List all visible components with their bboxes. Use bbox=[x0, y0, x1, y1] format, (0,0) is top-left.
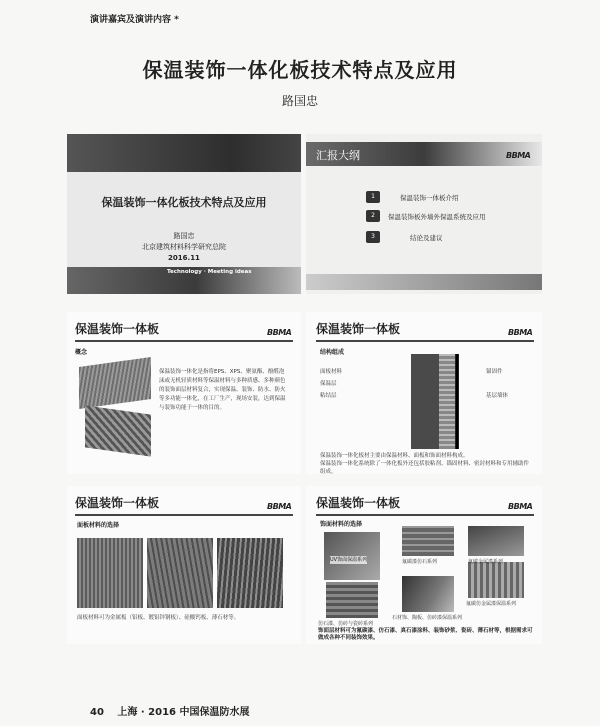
slide-structure-rule bbox=[316, 340, 534, 342]
structure-diagram bbox=[356, 354, 509, 449]
slide-concept-subheader: 概念 bbox=[75, 349, 88, 356]
slide-title-footer-bar bbox=[67, 267, 301, 294]
structure-anchor bbox=[456, 354, 458, 449]
slide-title bbox=[67, 134, 301, 294]
concept-board-photo-2 bbox=[85, 405, 151, 456]
slide-concept bbox=[67, 312, 301, 474]
structure-label-2: 保温层 bbox=[320, 381, 337, 387]
slide-panels-subheader: 面板材料的选择 bbox=[77, 522, 120, 529]
finish-label-2: 氟碳漆仿石系列 bbox=[402, 559, 438, 565]
structure-label-5: 基层墙体 bbox=[486, 393, 509, 399]
slide-finishes-subheader: 饰面材料的选择 bbox=[320, 521, 363, 528]
page-number: 40 bbox=[90, 707, 104, 718]
outline-label-3: 结论及建议 bbox=[410, 234, 443, 242]
slide-concept-header: 保温装饰一体板 bbox=[75, 322, 160, 336]
panel-photo-metal bbox=[77, 538, 143, 608]
slide-panels bbox=[67, 486, 301, 644]
slide-structure-logo: BBMA bbox=[508, 328, 533, 337]
slide-finishes-logo: BBMA bbox=[508, 502, 533, 511]
outline-num-3: 3 bbox=[366, 231, 380, 243]
slide-structure-subheader: 结构组成 bbox=[320, 349, 345, 356]
slide-structure-caption-2: 保温装饰一体化系统除了一体化板外还包括胶粘剂、锚固材料、密封材料和专用辅助件组成。 bbox=[320, 461, 530, 474]
slide-outline-header: 汇报大纲 bbox=[316, 149, 360, 162]
slide-outline bbox=[306, 134, 542, 294]
slide-panels-header: 保温装饰一体板 bbox=[75, 496, 160, 510]
slide-structure-header: 保温装饰一体板 bbox=[316, 322, 401, 336]
slide-concept-logo: BBMA bbox=[267, 328, 292, 337]
outline-num-1: 1 bbox=[366, 191, 380, 203]
finish-label-3: 氟碳金属漆系列 bbox=[468, 559, 504, 565]
slide-panels-logo: BBMA bbox=[267, 502, 292, 511]
outline-item-3 bbox=[366, 231, 516, 245]
slide-title-tagline: Technology · Meeting ideas bbox=[167, 269, 252, 275]
finish-label-5: 石材饰、陶板、仿砖漆保温系列 bbox=[392, 615, 463, 621]
slide-panels-rule bbox=[75, 514, 293, 516]
outline-label-1: 保温装饰一体板介绍 bbox=[400, 194, 459, 202]
panel-photo-stone bbox=[217, 538, 283, 608]
outline-item-1 bbox=[366, 191, 516, 205]
structure-label-1: 面板材料 bbox=[320, 369, 343, 375]
outline-item-2 bbox=[366, 210, 542, 224]
finish-photo-brick bbox=[326, 582, 378, 618]
slide-title-text: 保温装饰一体化板技术特点及应用 bbox=[101, 196, 267, 209]
slide-outline-logo: BBMA bbox=[506, 151, 531, 160]
structure-label-3: 粘结层 bbox=[320, 393, 337, 399]
slide-finishes-header: 保温装饰一体板 bbox=[316, 496, 401, 510]
article-author: 路国忠 bbox=[281, 94, 318, 108]
structure-label-4: 锚固件 bbox=[486, 369, 503, 375]
slide-finishes-caption: 饰面层材料可为氟碳漆、仿石漆、真石漆涂料、装饰砂浆、瓷砖、薄石材等，根据需求可做成各种不同装饰效果。 bbox=[318, 628, 533, 641]
slide-outline-header-bar bbox=[306, 142, 542, 166]
slide-title-date: 2016.11 bbox=[168, 254, 200, 262]
outline-label-2: 保温装饰板外墙外保温系统及应用 bbox=[388, 213, 486, 221]
finish-label-4: 仿石漆、仿砖与瓷砖系列 bbox=[318, 621, 374, 627]
structure-insulation-layer bbox=[439, 354, 455, 449]
finish-photo-stone bbox=[402, 526, 454, 556]
finish-label-6: 氟碳仿金属漆保温系列 bbox=[466, 601, 517, 607]
page-footer bbox=[90, 703, 249, 718]
slide-structure bbox=[306, 312, 542, 474]
slide-concept-rule bbox=[75, 340, 293, 342]
slide-title-author: 路国忠 bbox=[173, 232, 195, 240]
finish-photo-building bbox=[468, 562, 524, 598]
slide-outline-bottom-bar bbox=[306, 274, 542, 290]
finish-photo-ceramic bbox=[402, 576, 454, 612]
slide-finishes-rule bbox=[316, 514, 534, 516]
panel-photo-steel bbox=[147, 538, 213, 608]
finish-label-1: UV饰面保温系列 bbox=[330, 557, 368, 563]
slide-structure-caption-1: 保温装饰一体化板材主要由保温材料、面板和饰面材料构成。 bbox=[320, 453, 469, 459]
finish-photo-metal bbox=[468, 526, 524, 556]
slide-title-org: 北京建筑材料科学研究总院 bbox=[142, 243, 226, 251]
slide-panels-caption: 面板材料可为金属板（铝板、镀铝锌钢板）、硅酸钙板、薄石材等。 bbox=[77, 615, 240, 621]
section-label: 演讲嘉宾及演讲内容 * bbox=[90, 15, 179, 25]
footer-text: 上海 · 2016 中国保温防水展 bbox=[117, 707, 250, 718]
article-title: 保温装饰一体化板技术特点及应用 bbox=[142, 58, 458, 82]
slide-finishes bbox=[306, 486, 542, 644]
concept-board-photo bbox=[79, 357, 151, 409]
structure-wall-layer bbox=[411, 354, 439, 449]
outline-num-2: 2 bbox=[366, 210, 380, 222]
slide-concept-text: 保温装饰一体化是指将EPS、XPS、聚氨酯、酚醛泡沫或无机轻质材料等保温材料与多种质感、多种颜色的装饰面层材料复合，实现保温、装饰、防水、防火等多功能一体化，在工厂生产，现场安装，达到保温与装饰功能于一体的目的。 bbox=[159, 369, 286, 411]
slide-title-banner bbox=[67, 134, 301, 172]
